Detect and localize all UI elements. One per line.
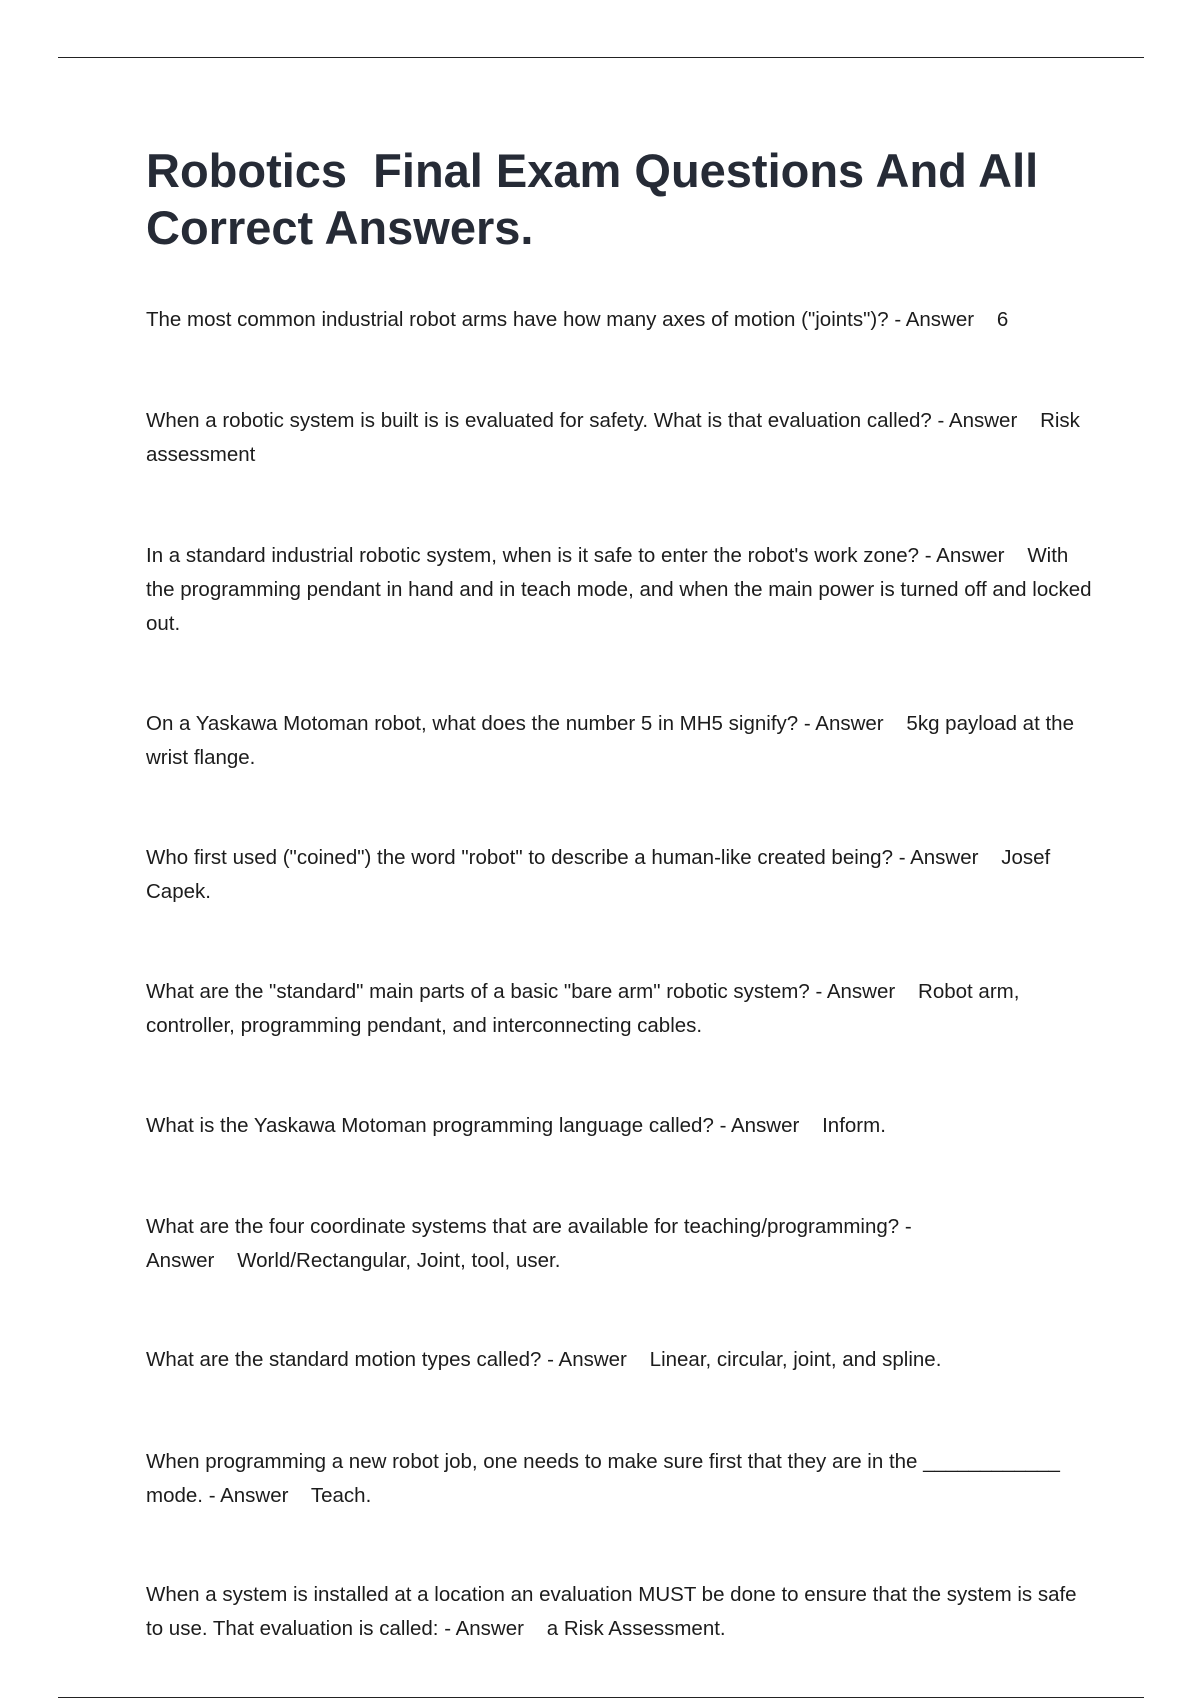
qa-item-11 (146, 1578, 1096, 1646)
answer-text: Josef Capek. (146, 846, 1056, 903)
answer-marker: - Answer (898, 846, 979, 869)
answer-text: Risk assessment (146, 409, 1086, 466)
question-text: When programming a new robot job, one needs to make sure first that they are in the ____________ mode. (146, 1450, 1066, 1507)
question-text: On a Yaskawa Motoman robot, what does the number 5 in MH5 signify? (146, 712, 799, 735)
question-text: What is the Yaskawa Motoman programming language called? (146, 1114, 714, 1137)
answer-marker: - Answer (815, 980, 896, 1003)
qa-item-8 (146, 1210, 1096, 1278)
answer-marker: - Answer (444, 1617, 524, 1640)
question-text: What are the "standard" main parts of a basic "bare arm" robotic system? (146, 980, 810, 1003)
qa-item-6 (146, 975, 1096, 1043)
page-title: Robotics Final Exam Questions And All Correct Answers. (146, 144, 1052, 254)
qa-item-1 (146, 303, 1096, 337)
answer-text: 5kg payload at the wrist flange. (146, 712, 1080, 769)
answer-text: With the programming pendant in hand and in teach mode, and when the main power is turned off and locked out. (146, 544, 1098, 635)
qa-item-10 (146, 1445, 1096, 1513)
question-text: What are the standard motion types called? (146, 1348, 542, 1371)
answer-marker: - Answer (924, 544, 1005, 567)
answer-marker: - Answer (547, 1348, 627, 1371)
answer-marker: - Answer (894, 308, 975, 331)
bottom-rule (58, 1697, 1144, 1698)
question-text: When a system is installed at a location an evaluation MUST be done to ensure that the system is safe to use. That evaluation is called: (146, 1583, 1083, 1640)
answer-marker: - Answer (208, 1484, 289, 1507)
answer-marker: - Answer (937, 409, 1018, 432)
question-text: What are the four coordinate systems that are available for teaching/programming? (146, 1215, 900, 1238)
answer-text: Inform. (822, 1114, 886, 1137)
question-text: When a robotic system is built is is evaluated for safety. What is that evaluation called? (146, 409, 932, 432)
qa-item-3 (146, 539, 1096, 641)
answer-marker: - Answer (719, 1114, 800, 1137)
answer-text: Robot arm, controller, programming pendant, and interconnecting cables. (146, 980, 1026, 1037)
answer-text: World/Rectangular, Joint, tool, user. (237, 1249, 561, 1272)
question-text: In a standard industrial robotic system, when is it safe to enter the robot's work zone? (146, 544, 920, 567)
qa-item-5 (146, 841, 1096, 909)
top-rule (58, 57, 1144, 58)
qa-item-9 (146, 1343, 1096, 1377)
answer-text: Linear, circular, joint, and spline. (649, 1348, 942, 1371)
answer-marker: - Answer (803, 712, 884, 735)
answer-text: a Risk Assessment. (546, 1617, 726, 1640)
answer-text: Teach. (310, 1484, 372, 1507)
qa-item-4 (146, 707, 1096, 775)
qa-item-2 (146, 404, 1096, 472)
question-text: The most common industrial robot arms have how many axes of motion ("joints")? (146, 308, 889, 331)
question-text: Who first used ("coined") the word "robot" to describe a human-like created being? (146, 846, 893, 869)
answer-text: 6 (996, 308, 1009, 331)
answer-marker: - Answer (146, 1215, 917, 1272)
qa-item-7 (146, 1109, 1096, 1143)
